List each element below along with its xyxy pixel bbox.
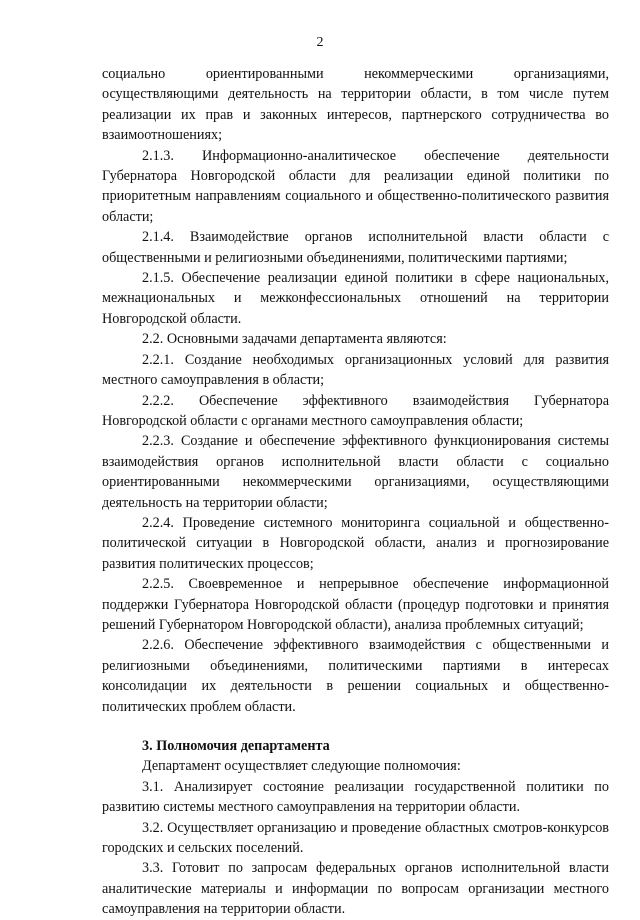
paragraph-2-2-2: 2.2.2. Обеспечение эффективного взаимодействия Губернатора Новгородской области с органами местного самоуправления области;	[102, 392, 609, 429]
document-body	[102, 64, 609, 920]
paragraph-2-2: 2.2. Основными задачами департамента являются:	[142, 331, 447, 348]
paragraph-3-2: 3.2. Осуществляет организацию и проведение областных смотров-конкурсов городских и сельских поселений.	[102, 819, 609, 857]
paragraph-3-1: 3.1. Анализирует состояние реализации государственной политики по развитию системы местного самоуправления на территории области.	[102, 778, 609, 816]
section-heading: 3. Полномочия департамента	[142, 738, 330, 754]
paragraph-continuation: социально ориентированными некоммерческими организациями, осуществляющими деятельность на территории области, в том числе путем реализации их прав и законных интересов, партнерского сотрудничества во взаимоотношениях;	[102, 66, 609, 144]
paragraph-2-2-4: 2.2.4. Проведение системного мониторинга социальной и общественно-политической ситуации в Новгородской области, анализ и прогнозирование развития политических процессов;	[102, 514, 609, 572]
paragraph-2-1-5: 2.1.5. Обеспечение реализации единой политики в сфере национальных, межнациональных и межконфессиональных отношений на территории Новгородской области.	[102, 270, 609, 327]
paragraph-2-1-3: 2.1.3. Информационно-аналитическое обеспечение деятельности Губернатора Новгородской области для реализации единой политики по приоритетным направлениям социального и общественно-политического развития области;	[102, 147, 609, 225]
paragraph-2-2-1: 2.2.1. Создание необходимых организационных условий для развития местного самоуправления в области;	[102, 351, 609, 389]
paragraph-3-3: 3.3. Готовит по запросам федеральных органов исполнительной власти аналитические материалы и информации по вопросам организации местного самоуправления на территории области.	[102, 860, 609, 918]
paragraph-2-1-4: 2.1.4. Взаимодействие органов исполнительной власти области с общественными и религиозными объединениями, политическими партиями;	[102, 229, 609, 266]
paragraph-2-2-3: 2.2.3. Создание и обеспечение эффективного функционирования системы взаимодействия органов исполнительной власти области с социально ориентированными некоммерческими организациями, осуществляющими деятельность на территории области;	[102, 433, 609, 511]
paragraph-2-2-5: 2.2.5. Своевременное и непрерывное обеспечение информационной поддержки Губернатора Новгородской области (процедур подготовки и принятия решений Губернатором Новгородской области), анализа проблемных ситуаций;	[102, 576, 609, 633]
page-number: 2	[316, 35, 324, 50]
paragraph-2-2-6: 2.2.6. Обеспечение эффективного взаимодействия с общественными и религиозными объединениями, политическими партиями в интересах консолидации их деятельности в решении социальных и общественно-политических проблем области.	[102, 637, 609, 715]
paragraph-powers-intro: Департамент осуществляет следующие полномочия:	[142, 758, 461, 775]
